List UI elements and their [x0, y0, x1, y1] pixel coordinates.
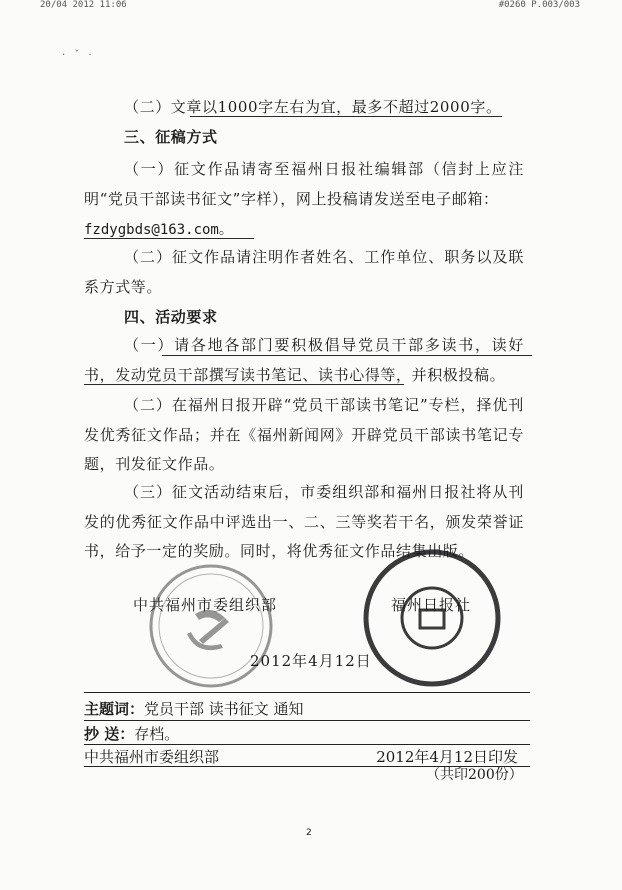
fax-timestamp: 20/04 2012 11:06	[40, 0, 127, 10]
handwritten-underline	[190, 116, 502, 117]
section-4-paragraph-2: （二）在福州日报开辟“党员干部读书笔记”专栏，择优刊发优秀征文作品；并在《福州新闻网》开辟党员干部读书笔记专题，刊发征文作品。	[84, 396, 524, 473]
print-count: （共印200份）	[426, 767, 523, 783]
issue-date: 2012年4月12日印发	[376, 748, 518, 766]
paragraph-2-2: （二）文章以1000字左右为宜，最多不超过2000字。	[124, 98, 502, 116]
section-4-paragraph-1: （一）请各地各部门要积极倡导党员干部多读书，读好书，发动党员干部撰写读书笔记、读书心得等，并积极投稿。	[84, 336, 524, 384]
issuer: 中共福州市委组织部	[84, 748, 220, 766]
signature-date: 2012年4月12日	[250, 652, 372, 670]
page-number: 2	[306, 828, 312, 838]
handwritten-underline	[162, 355, 532, 356]
cc-label: 抄 送：	[84, 725, 135, 743]
fax-page-id: #0260 P.003/003	[498, 0, 580, 10]
section-3-paragraph-2: （二）征文作品请注明作者姓名、工作单位、职务以及联系方式等。	[84, 248, 524, 296]
issuing-organization-left: 中共福州市委组织部	[133, 596, 278, 614]
subject-label: 主题词：	[84, 700, 145, 718]
cc-row	[84, 723, 530, 744]
issuing-organization-right: 福州日报社	[391, 596, 472, 614]
footer-rule	[84, 720, 530, 721]
section-3-paragraph-1: （一）征文作品请寄至福州日报社编辑部（信封上应注明“党员干部读书征文”字样），网上投稿请发送至电子邮箱：	[84, 160, 524, 208]
subject-terms-row	[84, 698, 530, 719]
scan-specks: · ˇ ·	[62, 50, 95, 61]
section-4-paragraph-3: （三）征文活动结束后，市委组织部和福州日报社将从刊发的优秀征文作品中评选出一、二、三等奖若干名，颁发荣誉证书，给予一定的奖励。同时，将优秀征文作品结集出版。	[84, 483, 524, 560]
footer-top-rule	[84, 692, 530, 693]
fax-header	[0, 0, 622, 12]
newspaper-seal	[362, 548, 502, 688]
section-3-heading: 三、征稿方式	[124, 128, 218, 146]
handwritten-underline	[84, 238, 254, 239]
submission-email: fzdygbds@163.com。	[84, 222, 233, 238]
subject-terms: 党员干部 读书征文 通知	[144, 700, 304, 718]
handwritten-underline	[84, 384, 404, 385]
footer-rule	[84, 744, 530, 745]
section-4-heading: 四、活动要求	[124, 308, 218, 326]
cc-value: 存档。	[134, 725, 180, 743]
